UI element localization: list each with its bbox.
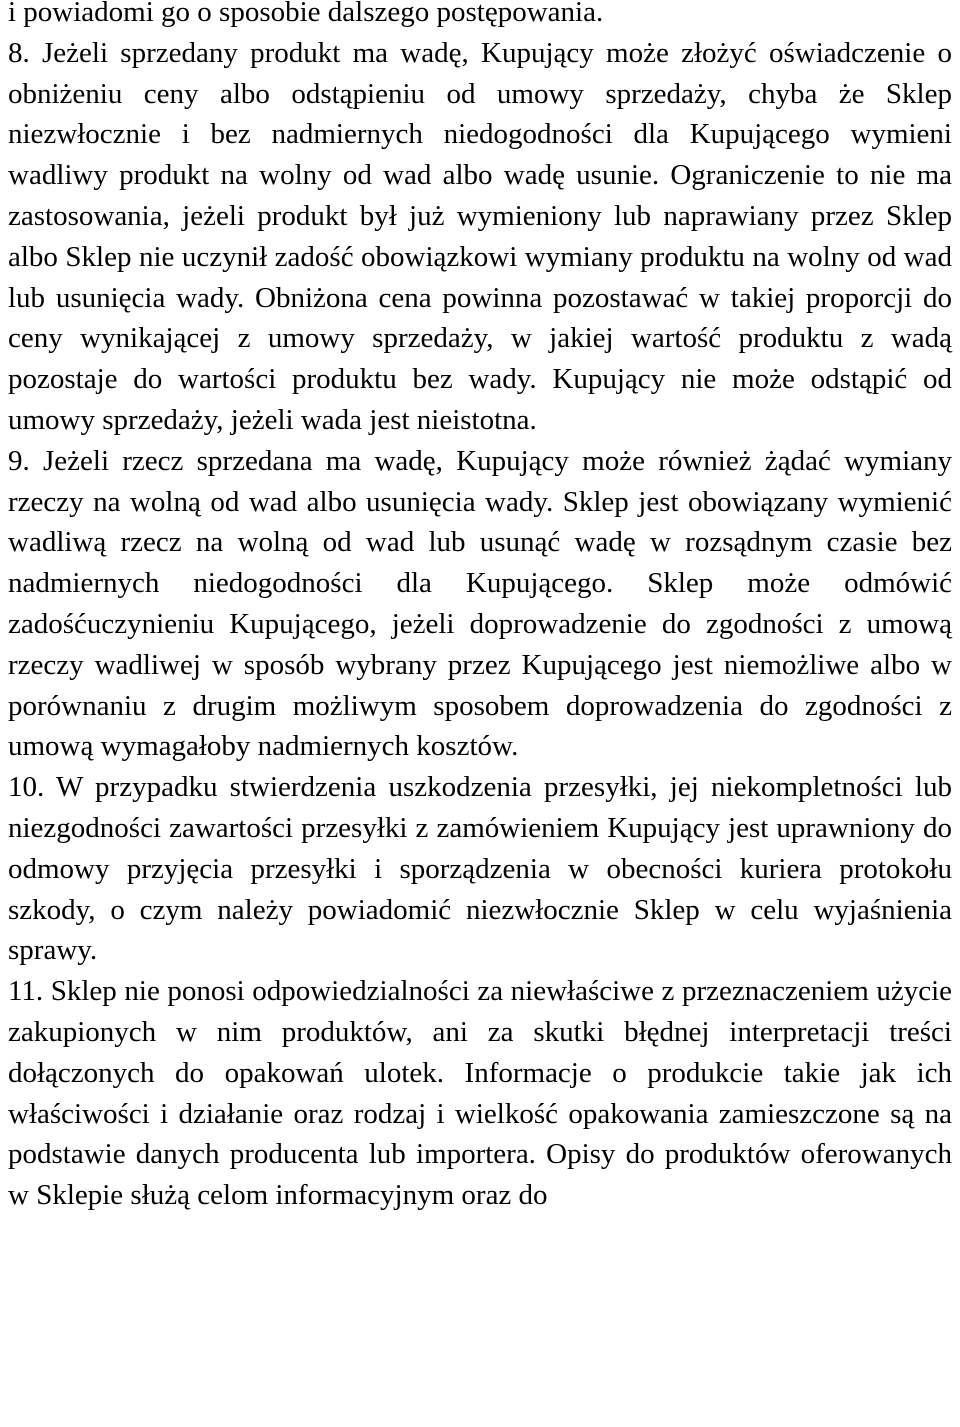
paragraph-11: 11. Sklep nie ponosi odpowiedzialności za niewłaściwe z przeznaczeniem użycie zakupionych w nim produktów, ani za skutki błędnej interpretacji treści dołączonych do opakowań ulotek. Informacje o produkcie takie jak ich właściwości i działanie oraz rodzaj i wielkość opakowania zamieszczone są na podstawie danych producenta lub importera. Opisy do produktów oferowanych w Sklepie służą celom informacyjnym oraz do <box>8 975 952 1212</box>
paragraph-9: 9. Jeżeli rzecz sprzedana ma wadę, Kupujący może również żądać wymiany rzeczy na wolną od wad albo usunięcia wady. Sklep jest obowiązany wymienić wadliwą rzecz na wolną od wad lub usunąć wadę w rozsądnym czasie bez nadmiernych niedogodności dla Kupującego. Sklep może odmówić zadośćuczynieniu Kupującego, jeżeli doprowadzenie do zgodności z umową rzeczy wadliwej w sposób wybrany przez Kupującego jest niemożliwe albo w porównaniu z drugim możliwym sposobem doprowadzenia do zgodności z umową wymagałoby nadmiernych kosztów. <box>8 444 952 763</box>
paragraph-10: 10. W przypadku stwierdzenia uszkodzenia przesyłki, jej niekompletności lub niezgodności zawartości przesyłki z zamówieniem Kupujący jest uprawniony do odmowy przyjęcia przesyłki i sporządzenia w obecności kuriera protokołu szkody, o czym należy powiadomić niezwłocznie Sklep w celu wyjaśnienia sprawy. <box>8 771 952 967</box>
paragraph-8: 8. Jeżeli sprzedany produkt ma wadę, Kupujący może złożyć oświadczenie o obniżeniu ceny albo odstąpieniu od umowy sprzedaży, chyba że Sklep niezwłocznie i bez nadmiernych niedogodności dla Kupującego wymieni wadliwy produkt na wolny od wad albo wadę usunie. Ograniczenie to nie ma zastosowania, jeżeli produkt był już wymieniony lub naprawiany przez Sklep albo Sklep nie uczynił zadość obowiązkowi wymiany produktu na wolny od wad lub usunięcia wady. Obniżona cena powinna pozostawać w takiej proporcji do ceny wynikającej z umowy sprzedaży, w jakiej wartość produktu z wadą pozostaje do wartości produktu bez wady. Kupujący nie może odstąpić od umowy sprzedaży, jeżeli wada jest nieistotna. <box>8 36 952 436</box>
paragraph-continuation: i powiadomi go o sposobie dalszego postępowania. <box>8 0 604 28</box>
